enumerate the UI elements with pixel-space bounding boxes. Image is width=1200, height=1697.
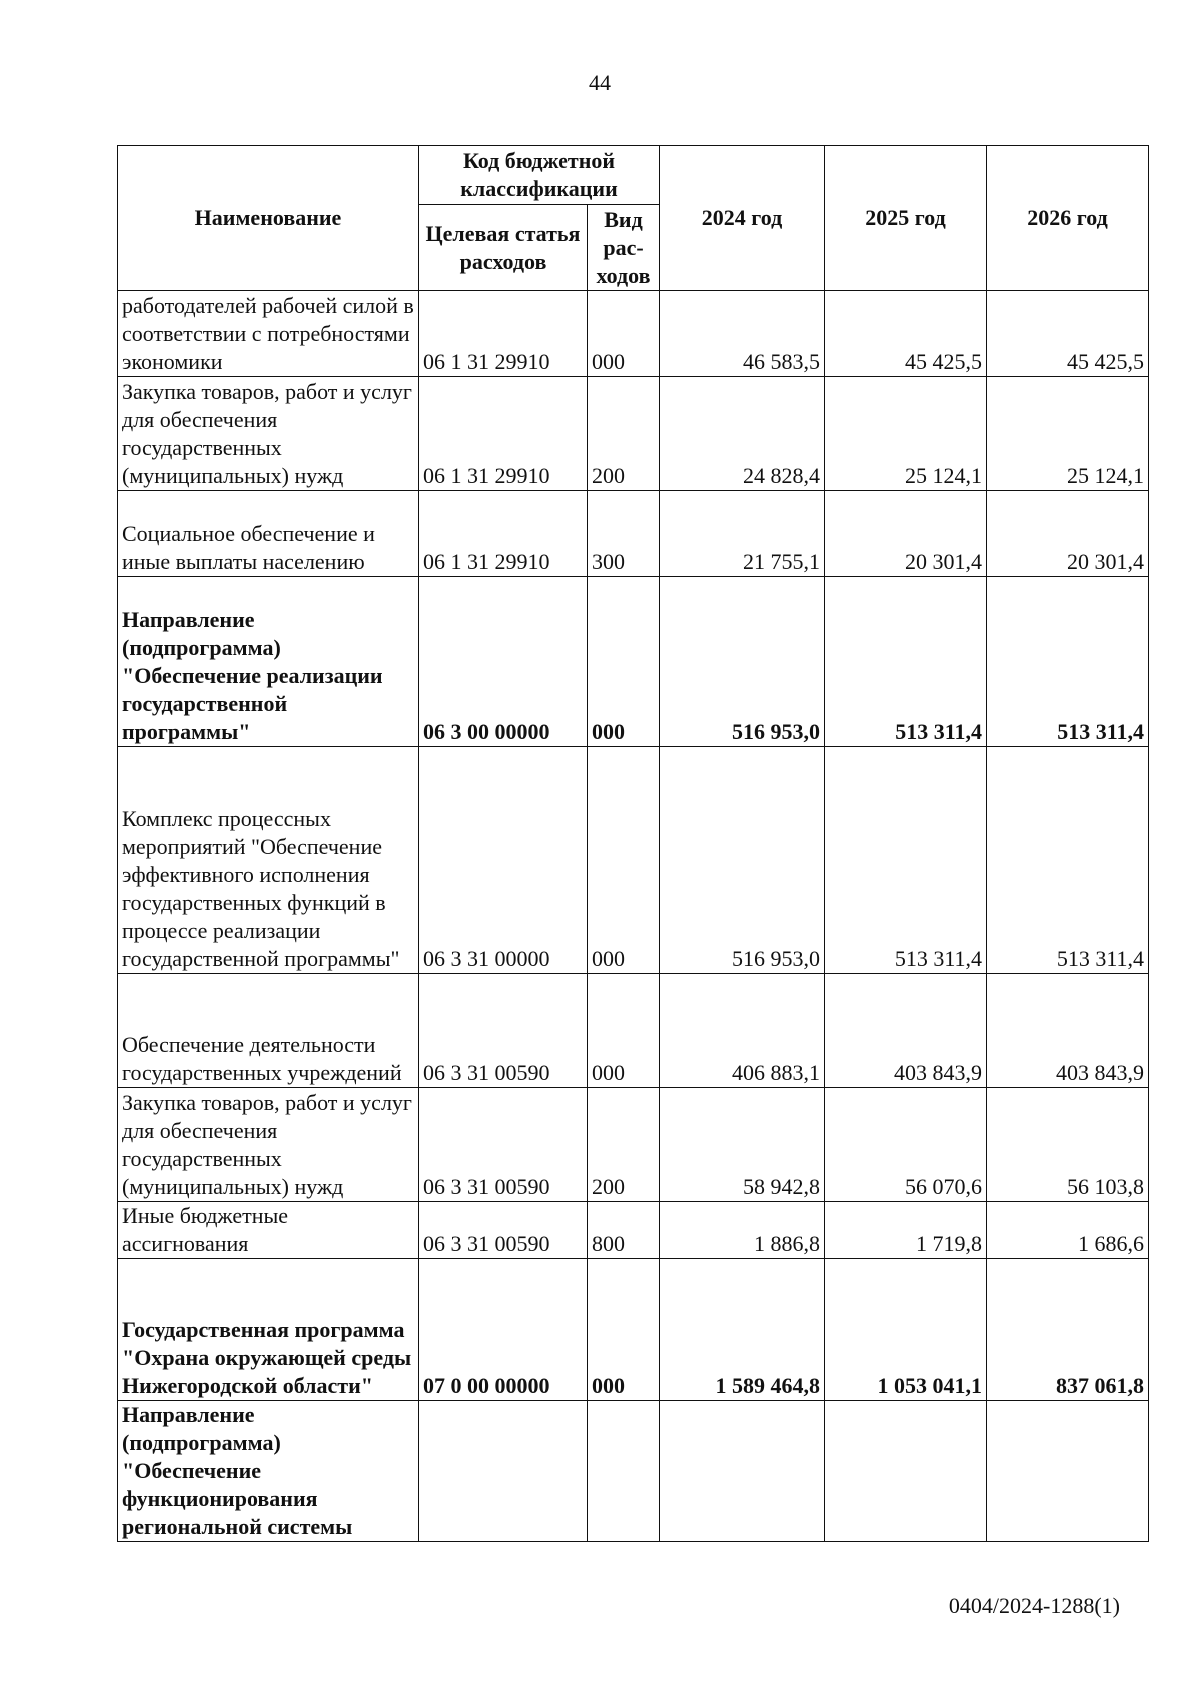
row-expense-type-cell: 800 — [588, 1202, 660, 1259]
row-2024-cell: 21 755,1 — [660, 491, 825, 577]
row-target-article-cell: 06 1 31 29910 — [419, 291, 588, 377]
row-2026-cell: 513 311,4 — [987, 577, 1149, 747]
row-2025-cell — [825, 1401, 987, 1542]
row-2025-cell: 45 425,5 — [825, 291, 987, 377]
row-2024-cell: 24 828,4 — [660, 377, 825, 491]
row-target-article-cell: 06 3 00 00000 — [419, 577, 588, 747]
row-name-cell: Иные бюджетные ассигнования — [118, 1202, 419, 1259]
document-registration-code: 0404/2024-1288(1) — [948, 1593, 1120, 1618]
table-row — [118, 291, 1149, 377]
table-body — [118, 291, 1149, 1542]
row-2026-cell: 56 103,8 — [987, 1088, 1149, 1202]
table-row — [118, 1401, 1149, 1542]
row-expense-type-cell: 200 — [588, 377, 660, 491]
row-2026-cell: 25 124,1 — [987, 377, 1149, 491]
row-name-cell: Направление (подпрограмма) "Обеспечение функционирования региональной системы — [118, 1401, 419, 1542]
table-row — [118, 974, 1149, 1088]
row-name-cell: Социальное обеспечение и иные выплаты населению — [118, 491, 419, 577]
row-2026-cell: 45 425,5 — [987, 291, 1149, 377]
row-expense-type-cell: 000 — [588, 747, 660, 974]
header-expense-type: Вид рас-ходов — [588, 205, 660, 291]
row-target-article-cell: 06 3 31 00590 — [419, 1202, 588, 1259]
header-name: Наименование — [118, 146, 419, 291]
row-expense-type-cell — [588, 1401, 660, 1542]
header-2024: 2024 год — [660, 146, 825, 291]
row-2025-cell: 25 124,1 — [825, 377, 987, 491]
row-2025-cell: 56 070,6 — [825, 1088, 987, 1202]
row-expense-type-cell: 000 — [588, 1259, 660, 1401]
row-2026-cell — [987, 1401, 1149, 1542]
row-2025-cell: 513 311,4 — [825, 577, 987, 747]
row-expense-type-cell: 300 — [588, 491, 660, 577]
header-2025: 2025 год — [825, 146, 987, 291]
row-2024-cell: 46 583,5 — [660, 291, 825, 377]
row-expense-type-cell: 200 — [588, 1088, 660, 1202]
table-row — [118, 1088, 1149, 1202]
table-row — [118, 1202, 1149, 1259]
row-target-article-cell: 07 0 00 00000 — [419, 1259, 588, 1401]
row-2026-cell: 20 301,4 — [987, 491, 1149, 577]
row-2024-cell: 1 589 464,8 — [660, 1259, 825, 1401]
table-row — [118, 491, 1149, 577]
row-2025-cell: 1 719,8 — [825, 1202, 987, 1259]
row-2026-cell: 513 311,4 — [987, 747, 1149, 974]
row-name-cell: Закупка товаров, работ и услуг для обеспечения государственных (муниципальных) нужд — [118, 1088, 419, 1202]
row-2026-cell: 1 686,6 — [987, 1202, 1149, 1259]
row-name-cell: Обеспечение деятельности государственных учреждений — [118, 974, 419, 1088]
row-expense-type-cell: 000 — [588, 974, 660, 1088]
row-2025-cell: 20 301,4 — [825, 491, 987, 577]
row-2025-cell: 513 311,4 — [825, 747, 987, 974]
row-target-article-cell: 06 3 31 00590 — [419, 974, 588, 1088]
row-name-cell: Направление (подпрограмма) "Обеспечение реализации государственной программы" — [118, 577, 419, 747]
row-expense-type-cell: 000 — [588, 291, 660, 377]
row-2024-cell: 58 942,8 — [660, 1088, 825, 1202]
row-expense-type-cell: 000 — [588, 577, 660, 747]
row-name-cell: Государственная программа "Охрана окружающей среды Нижегородской области" — [118, 1259, 419, 1401]
row-2024-cell: 406 883,1 — [660, 974, 825, 1088]
row-target-article-cell: 06 1 31 29910 — [419, 491, 588, 577]
table-row — [118, 747, 1149, 974]
table-row — [118, 577, 1149, 747]
row-name-cell: Комплекс процессных мероприятий "Обеспечение эффективного исполнения государственных функций в процессе реализации государственной программы" — [118, 747, 419, 974]
page-number: 44 — [589, 70, 611, 95]
header-2026: 2026 год — [987, 146, 1149, 291]
row-2026-cell: 837 061,8 — [987, 1259, 1149, 1401]
row-2024-cell: 516 953,0 — [660, 747, 825, 974]
row-2025-cell: 1 053 041,1 — [825, 1259, 987, 1401]
table-row — [118, 377, 1149, 491]
row-target-article-cell: 06 1 31 29910 — [419, 377, 588, 491]
row-target-article-cell: 06 3 31 00590 — [419, 1088, 588, 1202]
row-2024-cell: 1 886,8 — [660, 1202, 825, 1259]
row-name-cell: работодателей рабочей силой в соответствии с потребностями экономики — [118, 291, 419, 377]
header-target-article: Целевая статья расходов — [419, 205, 588, 291]
header-code-group: Код бюджетной классификации — [419, 146, 660, 205]
budget-table — [117, 145, 1149, 1542]
row-target-article-cell — [419, 1401, 588, 1542]
row-2025-cell: 403 843,9 — [825, 974, 987, 1088]
row-2024-cell — [660, 1401, 825, 1542]
row-name-cell: Закупка товаров, работ и услуг для обеспечения государственных (муниципальных) нужд — [118, 377, 419, 491]
row-target-article-cell: 06 3 31 00000 — [419, 747, 588, 974]
row-2026-cell: 403 843,9 — [987, 974, 1149, 1088]
table-row — [118, 1259, 1149, 1401]
row-2024-cell: 516 953,0 — [660, 577, 825, 747]
